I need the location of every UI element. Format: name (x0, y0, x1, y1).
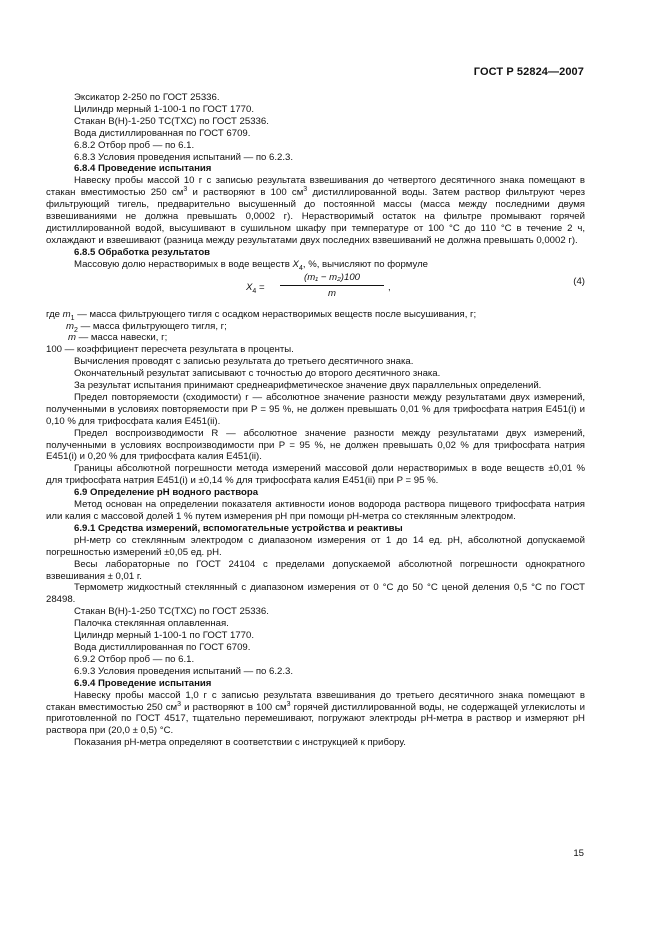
paragraph: Предел повторяемости (сходимости) r — абсолютное значение разности между результатами двух измерений, полученными в условиях повторяемости при P = 95 %, не должен превышать 0,01 % для трифосфата натрия Е451(i) и 0,10 % для трифосфата калия Е451(ii). (46, 391, 585, 427)
page-body (46, 92, 585, 749)
text-line: Вода дистиллированная по ГОСТ 6709. (74, 127, 251, 139)
paragraph: Массовую долю нерастворимых в воде веществ $X_4$, %, вычисляют по формуле (74, 258, 429, 272)
paragraph: Вычисления проводят с записью результата до третьего десятичного знака. (74, 356, 414, 368)
text-line: Вода дистиллированная по ГОСТ 6709. (74, 641, 251, 653)
text-line: 6.9.3 Условия проведения испытаний — по 6.2.3. (74, 665, 294, 677)
paragraph: Весы лабораторные по ГОСТ 24104 с пределами допускаемой абсолютной погрешности однократного взвешивания ± 0,01 г. (46, 558, 585, 582)
legend-line: $m_2$ — масса фильтрующего тигля, г; (66, 320, 227, 334)
paragraph: За результат испытания принимают среднеарифметическое значение двух параллельных определений. (74, 380, 542, 392)
text-line: Палочка стеклянная оплавленная. (74, 618, 229, 630)
text-line: 6.9.2 Отбор проб — по 6.1. (74, 653, 195, 665)
formula-lhs: $X_4$ = (246, 281, 265, 295)
paragraph: Границы абсолютной погрешности метода измерений массовой доли нерастворимых в воде веществ ±0,01 % для трифосфата натрия Е451(i) и ±0,14 % для трифосфата калия Е451(ii) при P = 95 %. (46, 463, 585, 487)
paragraph: Метод основан на определении показателя активности ионов водорода раствора пищевого трифосфата натрия или калия с массовой долей 1 % путем измерения pH при помощи pH-метра со стеклянным электродом. (46, 499, 585, 522)
legend-line: m — масса навески, г; (68, 332, 168, 344)
section-heading: 6.9.1 Средства измерений, вспомогательные устройства и реактивы (74, 522, 403, 534)
page-header: ГОСТ Р 52824—2007 (473, 66, 584, 78)
formula-fraction (280, 272, 384, 300)
paragraph: Предел воспроизводимости R — абсолютное значение разности между результатами двух измерений, полученными в условиях воспроизводимости при P = 95 %, не должен превышать 0,02 % для трифосфата натрия Е451(i) и 0,20 % для трифосфата калия Е451(ii). (46, 427, 585, 463)
section-heading: 6.8.4 Проведение испытания (74, 163, 212, 175)
text-line: 6.8.2 Отбор проб — по 6.1. (74, 139, 195, 151)
paragraph: pH-метр со стеклянным электродом с диапазоном измерения от 1 до 14 ед. pH, абсолютной допускаемой погрешностью измерений ±0,05 ед. pH. (46, 534, 585, 558)
formula-numerator: (m₁ − m₂)100 (280, 272, 384, 286)
text-line: Цилиндр мерный 1-100-1 по ГОСТ 1770. (74, 630, 254, 642)
section-heading: 6.9.4 Проведение испытания (74, 677, 212, 689)
formula-denominator: m (328, 287, 336, 299)
paragraph: Навеску пробы массой 10 г с записью результата взвешивания до четвертого десятичного знака помещают в стакан вместимостью 250 $см^3$ и растворяют в 100 $см^3$ дистиллированной воды. Затем раствор фильтруют через фильтрующий тигель, предварительно высушенный до постоянной массы (масса между последними двумя взвешиваниями не должна превышать 0,0002 г). Нерастворимый остаток на фильтре промывают горячей дистиллированной водой, высушивают в сушильном шкафу при температуре от 100 °С до 110 °С в течение 2 ч, охлаждают и взвешивают (разница между результатами двух последних взвешиваний не должна превышать 0,0002 г). (46, 175, 585, 246)
text-line: Эксикатор 2-250 по ГОСТ 25336. (74, 92, 220, 103)
legend-line: где $m_1$ — масса фильтрующего тигля с осадком нерастворимых веществ после высушивания, г; (46, 308, 477, 322)
formula-number: (4) (573, 275, 585, 287)
text-line: 6.8.3 Условия проведения испытаний — по 6.2.3. (74, 151, 294, 163)
legend-line: 100 — коэффициент пересчета результата в проценты. (46, 344, 294, 356)
section-heading: 6.9 Определение pH водного раствора (74, 487, 259, 499)
paragraph: Показания pH-метра определяют в соответствии с инструкцией к прибору. (74, 737, 406, 749)
formula (46, 272, 585, 307)
paragraph: Окончательный результат записывают с точностью до второго десятичного знака. (74, 368, 441, 380)
section-heading: 6.8.5 Обработка результатов (74, 246, 211, 258)
paragraph: Навеску пробы массой 1,0 г с записью результата взвешивания до третьего десятичного знака помещают в стакан вместимостью 250 $см^3$ и растворяют в 100 $см^3$ горячей дистиллированной воды, не содержащей углекислоты и приготовленной по ГОСТ 4517, тщательно перемешивают, погружают электроды pH-метра в раствор и измеряют pH раствора при (20,0 ± 0,5) °С. (46, 689, 585, 737)
text-line: Цилиндр мерный 1-100-1 по ГОСТ 1770. (74, 103, 254, 115)
formula-comma: , (388, 281, 391, 293)
text-line: Стакан В(Н)-1-250 ТС(ТХС) по ГОСТ 25336. (74, 606, 269, 618)
text-line: Стакан В(Н)-1-250 ТС(ТХС) по ГОСТ 25336. (74, 115, 269, 127)
page-number: 15 (573, 848, 584, 859)
paragraph: Термометр жидкостный стеклянный с диапазоном измерения от 0 °С до 50 °С ценой деления 0,5 °С по ГОСТ 28498. (46, 582, 585, 606)
